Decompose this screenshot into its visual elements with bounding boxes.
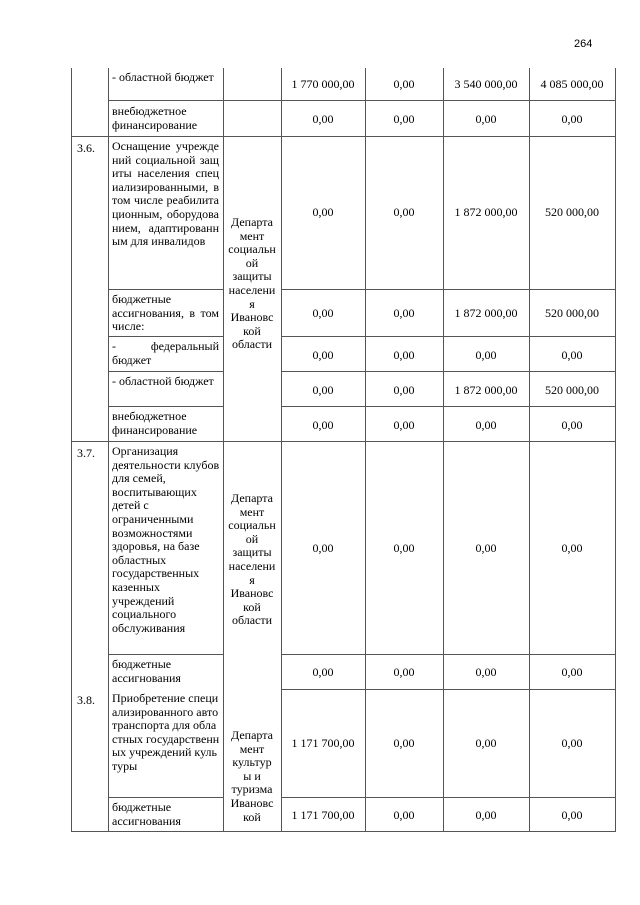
row-divider xyxy=(108,654,223,655)
value-cell: 0,00 xyxy=(475,418,497,432)
value-cell: 1 770 000,00 xyxy=(291,77,355,91)
value-cell: 3 540 000,00 xyxy=(454,77,518,91)
row-description: бюджетные ассигнования xyxy=(112,657,181,685)
value-cell: 0,00 xyxy=(475,112,497,126)
row-description: внебюджетное финансирование xyxy=(112,104,198,132)
value-cell: 0,00 xyxy=(312,541,334,555)
value-cell: 520 000,00 xyxy=(545,383,599,397)
responsible-department xyxy=(223,492,281,628)
row-divider xyxy=(281,797,615,798)
row-divider xyxy=(281,654,615,655)
department-line: я xyxy=(249,296,255,311)
item-code: 3.8. xyxy=(77,693,95,707)
department-line: мент xyxy=(239,504,265,519)
department-line: кой xyxy=(243,599,261,614)
value-cell: 0,00 xyxy=(561,541,583,555)
row-divider xyxy=(108,797,223,798)
department-line: я xyxy=(249,572,255,587)
row-divider xyxy=(71,441,615,442)
department-line: защиты xyxy=(232,269,272,284)
responsible-department xyxy=(223,729,281,824)
department-line: Департа xyxy=(231,215,273,229)
row-divider xyxy=(281,406,615,407)
department-line: социальн xyxy=(228,518,276,533)
department-line: мент xyxy=(239,741,265,756)
table-border-right xyxy=(615,68,616,832)
value-cell: 1 872 000,00 xyxy=(454,306,518,320)
value-cell: 0,00 xyxy=(561,665,583,679)
value-cell: 0,00 xyxy=(393,665,415,679)
value-cell: 0,00 xyxy=(561,808,583,822)
department-line: ой xyxy=(245,531,259,546)
value-cell: 520 000,00 xyxy=(545,205,599,219)
row-divider xyxy=(281,289,615,290)
row-description: бюджетные ассигнования xyxy=(112,800,181,828)
row-description: Приобретение специализированного автотранспорта для областных государственных учреждений культуры xyxy=(112,691,220,773)
value-cell: 1 171 700,00 xyxy=(291,808,355,822)
value-cell: 0,00 xyxy=(561,736,583,750)
department-line: мент xyxy=(239,228,265,243)
row-divider xyxy=(108,336,223,337)
row-description: Организация деятельности клубов для семей, воспитывающих детей с ограниченными возможностями здоровья, на базе областных государственных казенных учреждений социального обслуживания xyxy=(112,444,220,635)
value-cell: 0,00 xyxy=(393,808,415,822)
department-line: Ивановс xyxy=(230,795,274,810)
value-cell: 0,00 xyxy=(393,348,415,362)
row-divider xyxy=(71,136,615,137)
value-cell: 0,00 xyxy=(393,205,415,219)
department-line: социальн xyxy=(228,242,276,257)
item-code: 3.6. xyxy=(77,141,95,155)
department-line: ой xyxy=(245,255,259,270)
table-border-bottom xyxy=(71,831,615,832)
value-cell: 0,00 xyxy=(393,736,415,750)
col-divider xyxy=(281,68,282,832)
col-divider xyxy=(108,68,109,832)
department-line: культур xyxy=(232,755,272,770)
row-divider xyxy=(108,371,223,372)
value-cell: 0,00 xyxy=(312,383,334,397)
value-cell: 0,00 xyxy=(475,348,497,362)
row-description: Оснащение учреждений социальной защиты населения специализированными, в том числе реабилитационным, оборудованием, адаптированным для инвалидов xyxy=(112,139,219,249)
row-divider xyxy=(108,289,223,290)
page-number: 264 xyxy=(574,38,593,50)
value-cell: 0,00 xyxy=(393,418,415,432)
department-line: кой xyxy=(243,809,261,824)
value-cell: 0,00 xyxy=(393,383,415,397)
value-cell: 0,00 xyxy=(312,112,334,126)
col-divider xyxy=(365,68,366,832)
responsible-department xyxy=(223,216,281,352)
value-cell: 520 000,00 xyxy=(545,306,599,320)
row-description: - федеральный бюджет xyxy=(112,339,219,367)
row-divider xyxy=(108,406,223,407)
table-border-left xyxy=(71,68,72,832)
department-line: защиты xyxy=(232,545,272,560)
value-cell: 0,00 xyxy=(561,348,583,362)
row-divider xyxy=(281,371,615,372)
col-divider xyxy=(529,68,530,832)
value-cell: 0,00 xyxy=(312,418,334,432)
value-cell: 0,00 xyxy=(561,418,583,432)
row-divider xyxy=(281,689,615,690)
value-cell: 0,00 xyxy=(312,205,334,219)
department-line: области xyxy=(231,337,273,352)
item-code: 3.7. xyxy=(77,446,95,460)
department-line: Департа xyxy=(231,491,273,505)
department-line: Департа xyxy=(231,728,273,742)
value-cell: 1 872 000,00 xyxy=(454,383,518,397)
value-cell: 0,00 xyxy=(393,77,415,91)
value-cell: 0,00 xyxy=(312,306,334,320)
department-line: туризма xyxy=(231,782,273,797)
row-divider xyxy=(281,336,615,337)
value-cell: 1 171 700,00 xyxy=(291,736,355,750)
value-cell: 0,00 xyxy=(393,541,415,555)
row-description: - областной бюджет xyxy=(112,374,214,388)
value-cell: 1 872 000,00 xyxy=(454,205,518,219)
department-line: Ивановс xyxy=(230,310,274,325)
row-description: внебюджетное финансирование xyxy=(112,409,198,437)
department-line: области xyxy=(231,613,273,628)
value-cell: 0,00 xyxy=(475,541,497,555)
department-line: населени xyxy=(228,282,276,297)
value-cell: 0,00 xyxy=(475,808,497,822)
value-cell: 0,00 xyxy=(561,112,583,126)
department-line: Ивановс xyxy=(230,586,274,601)
department-line: ы и xyxy=(243,768,261,783)
value-cell: 0,00 xyxy=(393,112,415,126)
value-cell: 0,00 xyxy=(475,665,497,679)
value-cell: 0,00 xyxy=(312,348,334,362)
value-cell: 0,00 xyxy=(393,306,415,320)
value-cell: 0,00 xyxy=(475,736,497,750)
col-divider xyxy=(443,68,444,832)
budget-table xyxy=(71,68,616,832)
col-divider xyxy=(223,68,224,832)
row-description: бюджетные ассигнования, в том числе: xyxy=(112,292,219,334)
row-description: - областной бюджет xyxy=(112,70,214,84)
department-line: кой xyxy=(243,323,261,338)
value-cell: 4 085 000,00 xyxy=(540,77,604,91)
department-line: населени xyxy=(228,558,276,573)
value-cell: 0,00 xyxy=(312,665,334,679)
row-divider xyxy=(108,100,615,101)
